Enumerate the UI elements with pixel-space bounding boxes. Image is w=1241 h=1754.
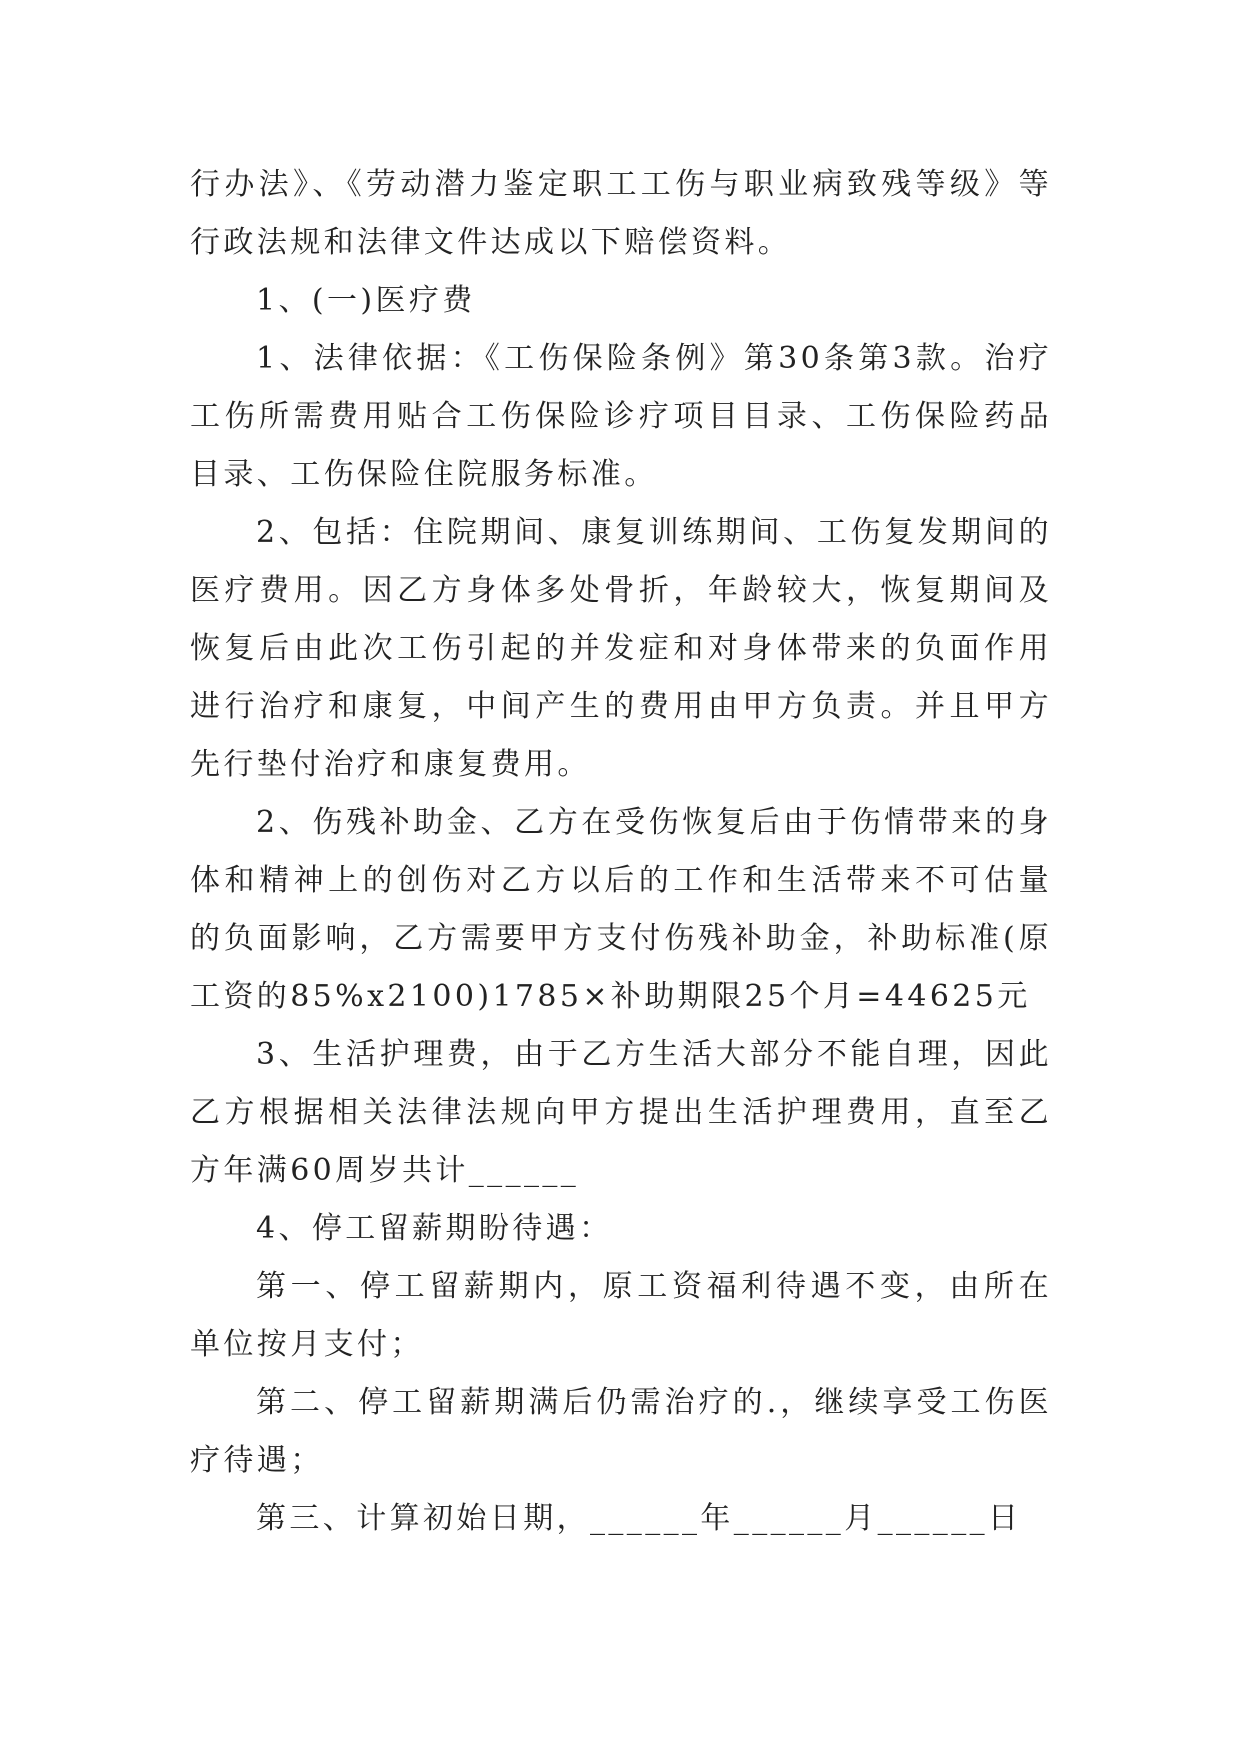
paragraph-third-item: 第三、计算初始日期，______年______月______日	[256, 1501, 1022, 1536]
paragraph-suspension-treatment-heading: 4、停工留薪期盼待遇：	[256, 1211, 613, 1246]
paragraph-legal-basis: 1、法律依据：《工伤保险条例》第30条第3款。治疗工伤所需费用贴合工伤保险诊疗项目目录、工伤保险药品目录、工伤保险住院服务标准。	[190, 341, 1052, 492]
paragraph-medical-fee-heading: 1、(一)医疗费	[256, 283, 476, 318]
paragraph-first-item: 第一、停工留薪期内，原工资福利待遇不变，由所在单位按月支付；	[190, 1269, 1052, 1362]
document-body	[190, 156, 1052, 1548]
paragraph-nursing-fee: 3、生活护理费，由于乙方生活大部分不能自理，因此乙方根据相关法律法规向甲方提出生活护理费用，直至乙方年满60周岁共计______	[190, 1037, 1052, 1188]
paragraph-medical-fee-scope: 2、包括：住院期间、康复训练期间、工伤复发期间的医疗费用。因乙方身体多处骨折，年龄较大，恢复期间及恢复后由此次工伤引起的并发症和对身体带来的负面作用进行治疗和康复，中间产生的费用由甲方负责。并且甲方先行垫付治疗和康复费用。	[190, 515, 1052, 782]
paragraph-second-item: 第二、停工留薪期满后仍需治疗的.，继续享受工伤医疗待遇；	[190, 1385, 1052, 1478]
paragraph-regulations-continuation: 行办法》、《劳动潜力鉴定职工工伤与职业病致残等级》等行政法规和法律文件达成以下赔偿资料。	[190, 167, 1052, 260]
paragraph-disability-subsidy: 2、伤残补助金、乙方在受伤恢复后由于伤情带来的身体和精神上的创伤对乙方以后的工作和生活带来不可估量的负面影响，乙方需要甲方支付伤残补助金，补助标准(原工资的85%x2100)1785×补助期限25个月=44625元	[190, 805, 1052, 1014]
